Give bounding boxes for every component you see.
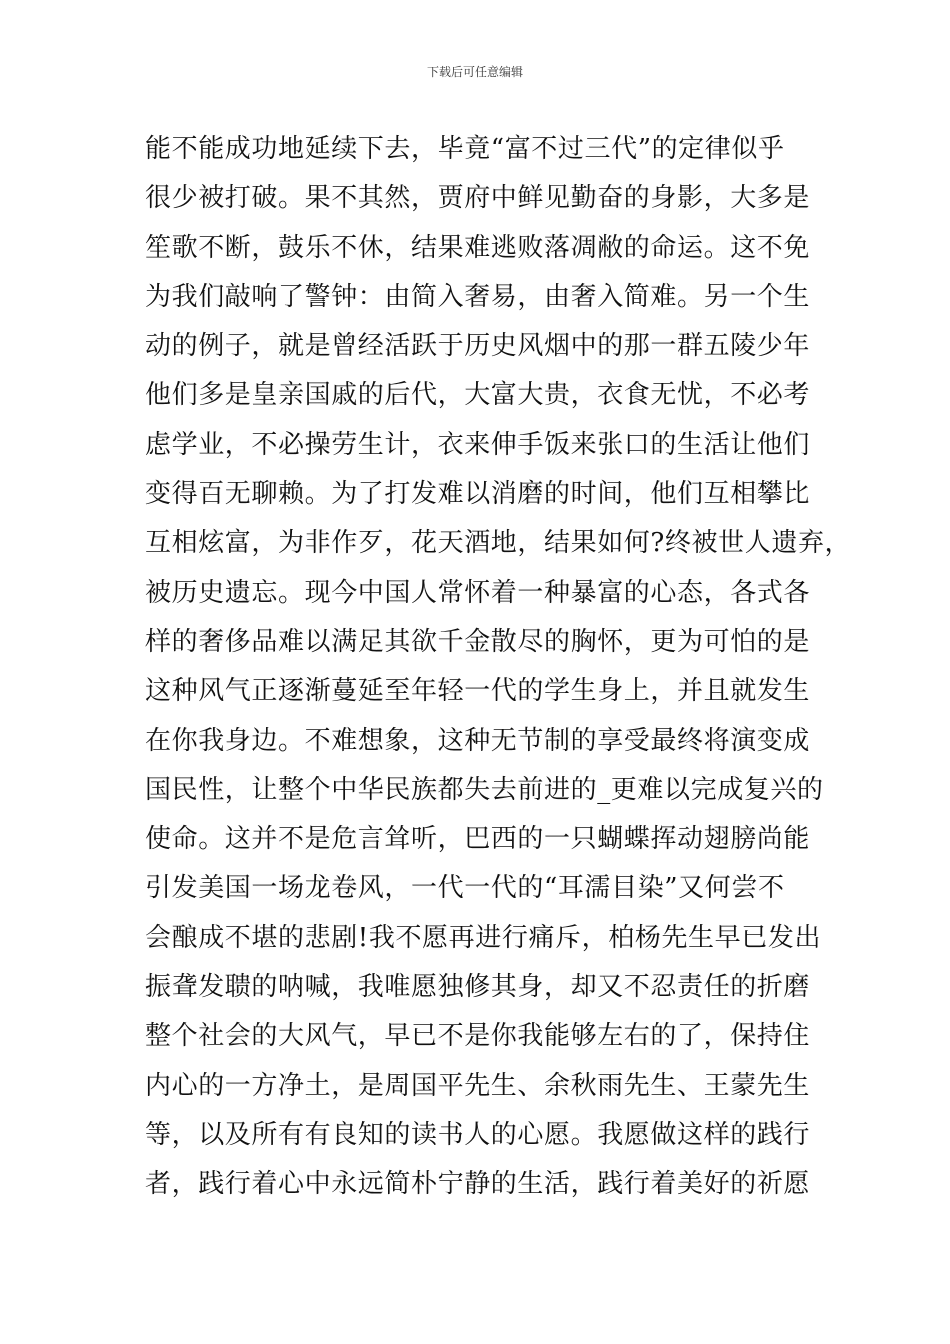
text-line: 很少被打破。果不其然，贾府中鲜见勤奋的身影，大多是 [145,183,811,214]
text-line: 者，践行着心中永远简朴宁静的生活，践行着美好的祈愿 [145,1169,811,1200]
text-line: 能不能成功地延续下去，毕竟“富不过三代”的定律似乎 [145,134,785,164]
text-line: 这种风气正逐渐蔓延至年轻一代的学生身上，并且就发生 [145,676,811,707]
text-line: 引发美国一场龙卷风，一代一代的“耳濡目染”又何尝不 [145,873,785,904]
text-line: 变得百无聊赖。为了打发难以消磨的时间，他们互相攀比 [145,479,811,510]
text-line: 国民性，让整个中华民族都失去前进的_更难以完成复兴的 [145,774,824,805]
text-line: 虑学业，不必操劳生计，衣来伸手饭来张口的生活让他们 [145,429,811,460]
document-body [145,125,852,1210]
text-line: 整个社会的大风气，早已不是你我能够左右的了，保持住 [145,1021,811,1052]
text-line: 使命。这并不是危言耸听，巴西的一只蝴蝶挥动翅膀尚能 [145,824,811,855]
text-line: 等，以及所有有良知的读书人的心愿。我愿做这样的践行 [145,1119,811,1150]
text-line: 被历史遗忘。现今中国人常怀着一种暴富的心态，各式各 [145,577,811,608]
page-header: 下载后可任意编辑 [426,65,523,79]
text-line: 内心的一方净土，是周国平先生、余秋雨先生、王蒙先生 [145,1070,811,1101]
text-line: 振聋发聩的呐喊，我唯愿独修其身，却又不忍责任的折磨 [145,972,811,1003]
text-line: 为我们敲响了警钟：由简入奢易，由奢入简难。另一个生 [145,281,811,312]
text-line: 在你我身边。不难想象，这种无节制的享受最终将演变成 [145,725,811,756]
text-line: 样的奢侈品难以满足其欲千金散尽的胸怀，更为可怕的是 [145,626,811,657]
text-line: 会酿成不堪的悲剧!我不愿再进行痛斥，柏杨先生早已发出 [145,922,822,953]
text-line: 互相炫富，为非作歹，花天酒地，结果如何?终被世人遗弃， [145,528,852,559]
text-line: 笙歌不断，鼓乐不休，结果难逃败落凋敝的命运。这不免 [145,232,811,263]
text-line: 他们多是皇亲国戚的后代，大富大贵，衣食无忧，不必考 [145,380,811,411]
text-line: 动的例子，就是曾经活跃于历史风烟中的那一群五陵少年 [145,331,811,362]
